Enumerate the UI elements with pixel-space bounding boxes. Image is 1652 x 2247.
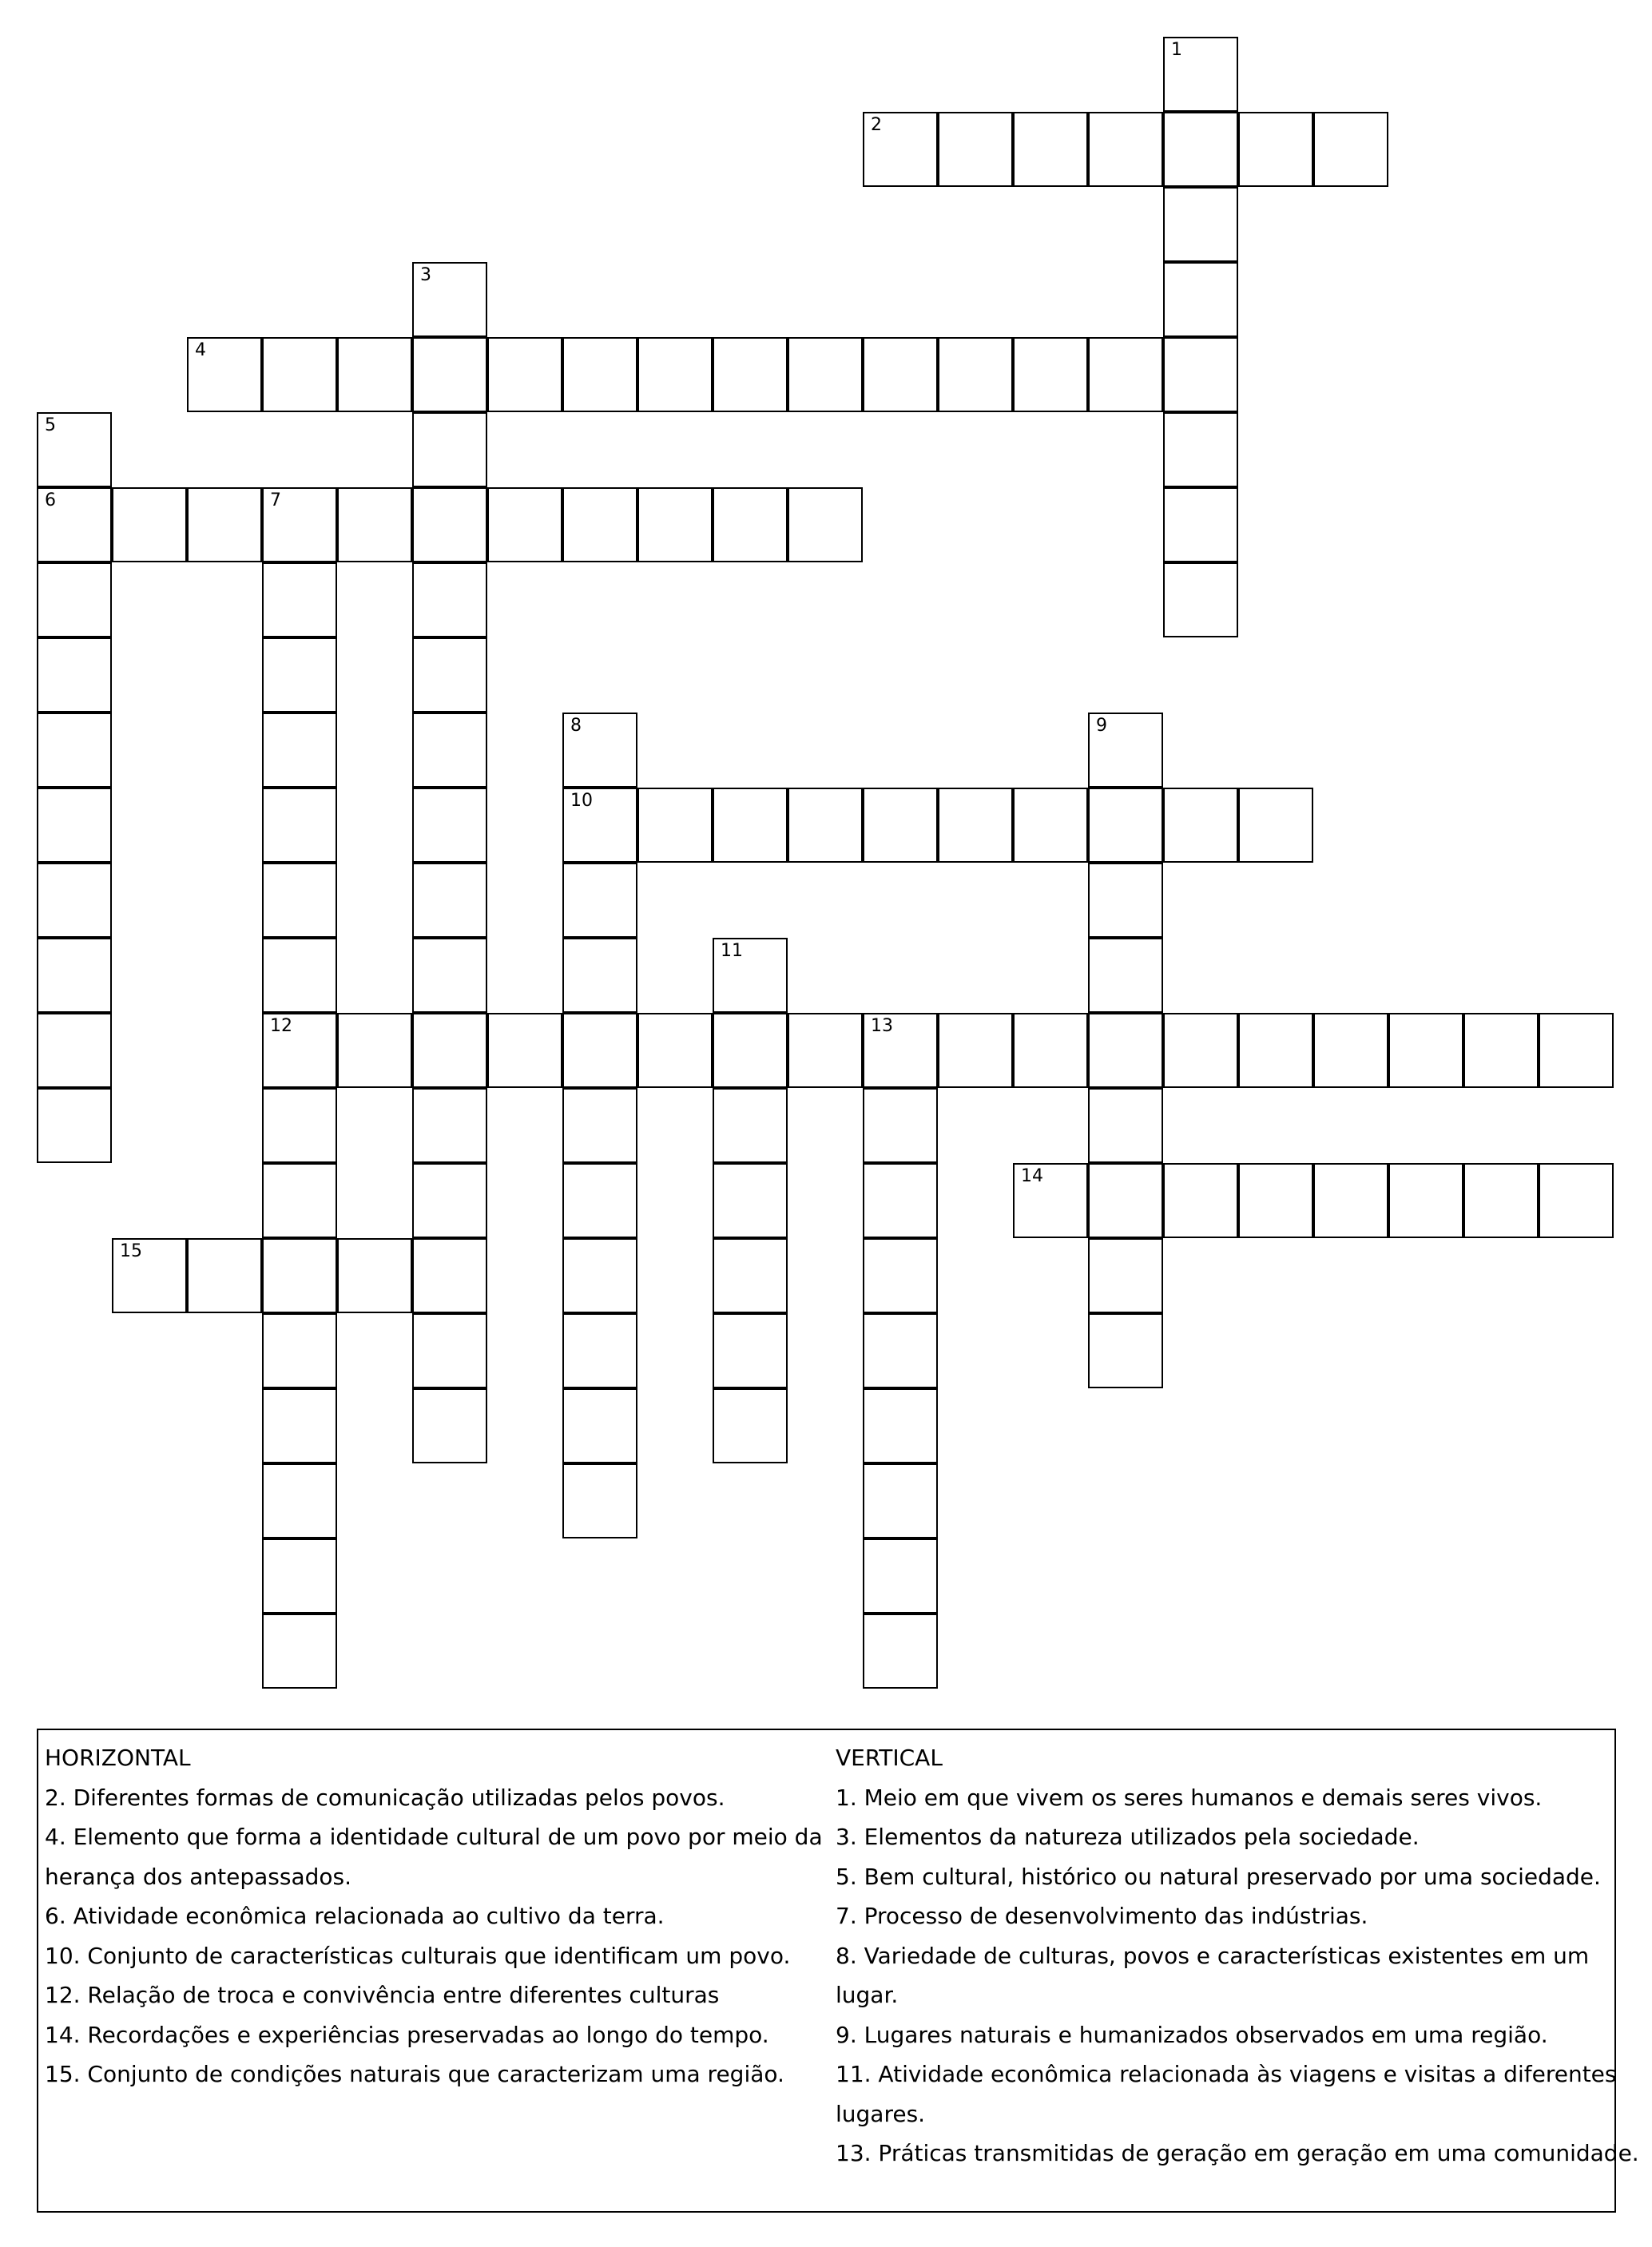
grid-cell[interactable] bbox=[938, 112, 1013, 187]
grid-cell[interactable] bbox=[412, 788, 487, 863]
grid-cell[interactable] bbox=[412, 337, 487, 412]
grid-cell[interactable] bbox=[562, 713, 637, 788]
grid-cell[interactable] bbox=[1013, 1163, 1088, 1238]
grid-cell[interactable] bbox=[713, 1088, 788, 1163]
grid-cell[interactable] bbox=[1163, 1163, 1238, 1238]
grid-cell[interactable] bbox=[713, 938, 788, 1013]
grid-cell[interactable] bbox=[412, 1163, 487, 1238]
grid-cell[interactable] bbox=[412, 412, 487, 487]
grid-cell[interactable] bbox=[938, 337, 1013, 412]
grid-cell[interactable] bbox=[262, 1463, 337, 1538]
grid-cell[interactable] bbox=[562, 337, 637, 412]
grid-cell[interactable] bbox=[412, 713, 487, 788]
grid-cell[interactable] bbox=[863, 788, 938, 863]
grid-cell[interactable] bbox=[637, 1013, 713, 1088]
vertical-clues bbox=[836, 1738, 1639, 2174]
grid-cell[interactable] bbox=[713, 788, 788, 863]
grid-cell[interactable] bbox=[1163, 1013, 1238, 1088]
grid-cell[interactable] bbox=[713, 337, 788, 412]
grid-cell[interactable] bbox=[262, 1163, 337, 1238]
grid-cell[interactable] bbox=[1163, 562, 1238, 637]
grid-cell[interactable] bbox=[863, 1538, 938, 1614]
grid-cell[interactable] bbox=[262, 1313, 337, 1388]
grid-cell[interactable] bbox=[1313, 1013, 1388, 1088]
grid-cell[interactable] bbox=[1388, 1163, 1463, 1238]
clue-line: 13. Práticas transmitidas de geração em geração em uma comunidade. bbox=[836, 2140, 1639, 2166]
grid-cell[interactable] bbox=[37, 713, 112, 788]
grid-cell[interactable] bbox=[562, 487, 637, 562]
clue-line: 2. Diferentes formas de comunicação utilizadas pelos povos. bbox=[45, 1784, 725, 1811]
grid-cell[interactable] bbox=[1088, 1088, 1163, 1163]
grid-cell[interactable] bbox=[1163, 262, 1238, 337]
grid-cell[interactable] bbox=[1088, 938, 1163, 1013]
grid-cell[interactable] bbox=[562, 1013, 637, 1088]
grid-cell[interactable] bbox=[1088, 788, 1163, 863]
grid-cell[interactable] bbox=[562, 1463, 637, 1538]
grid-cell[interactable] bbox=[1163, 412, 1238, 487]
grid-cell[interactable] bbox=[1088, 1013, 1163, 1088]
grid-cell[interactable] bbox=[562, 1238, 637, 1313]
clue-line: lugar. bbox=[836, 1982, 899, 2008]
grid-cell[interactable] bbox=[562, 1088, 637, 1163]
grid-cell[interactable] bbox=[262, 713, 337, 788]
grid-cell[interactable] bbox=[1163, 112, 1238, 187]
grid-cell[interactable] bbox=[412, 938, 487, 1013]
grid-cell[interactable] bbox=[262, 788, 337, 863]
grid-cell[interactable] bbox=[1088, 713, 1163, 788]
clue-line: herança dos antepassados. bbox=[45, 1863, 352, 1890]
clue-line: 12. Relação de troca e convivência entre diferentes culturas bbox=[45, 1982, 720, 2008]
grid-cell[interactable] bbox=[187, 487, 262, 562]
grid-cell[interactable] bbox=[1088, 1313, 1163, 1388]
grid-cell[interactable] bbox=[788, 337, 863, 412]
grid-cell[interactable] bbox=[637, 788, 713, 863]
clues-box bbox=[37, 1729, 1639, 2213]
clue-line: 7. Processo de desenvolvimento das indústrias. bbox=[836, 1903, 1368, 1929]
grid-cell[interactable] bbox=[487, 487, 562, 562]
grid-cell[interactable] bbox=[262, 487, 337, 562]
grid-cell[interactable] bbox=[37, 412, 112, 487]
clue-line: 9. Lugares naturais e humanizados observados em uma região. bbox=[836, 2021, 1548, 2048]
clue-line: 11. Atividade econômica relacionada às viagens e visitas a diferentes bbox=[836, 2061, 1617, 2087]
grid-cell[interactable] bbox=[412, 1313, 487, 1388]
grid-cell[interactable] bbox=[863, 1163, 938, 1238]
grid-cell[interactable] bbox=[1313, 1163, 1388, 1238]
grid-cell[interactable] bbox=[863, 1088, 938, 1163]
clue-number: 3 bbox=[420, 265, 431, 285]
grid-cell[interactable] bbox=[1163, 788, 1238, 863]
clue-number: 15 bbox=[120, 1241, 142, 1261]
grid-cell[interactable] bbox=[1013, 112, 1088, 187]
clue-number: 10 bbox=[570, 791, 593, 811]
grid-cell[interactable] bbox=[187, 1238, 262, 1313]
grid-cell[interactable] bbox=[412, 1013, 487, 1088]
grid-cell[interactable] bbox=[1313, 112, 1388, 187]
clue-line: 14. Recordações e experiências preservadas ao longo do tempo. bbox=[45, 2021, 769, 2048]
grid-cell[interactable] bbox=[1088, 337, 1163, 412]
grid-cell[interactable] bbox=[262, 1388, 337, 1463]
clue-number: 2 bbox=[871, 115, 882, 135]
grid-cell[interactable] bbox=[337, 1013, 412, 1088]
grid-cell[interactable] bbox=[262, 938, 337, 1013]
grid-cell[interactable] bbox=[637, 487, 713, 562]
grid-cell[interactable] bbox=[112, 487, 187, 562]
grid-cell[interactable] bbox=[1088, 1238, 1163, 1313]
grid-cell[interactable] bbox=[262, 1614, 337, 1689]
clue-line: lugares. bbox=[836, 2100, 926, 2127]
clue-line: 5. Bem cultural, histórico ou natural preservado por uma sociedade. bbox=[836, 1863, 1601, 1890]
grid-cell[interactable] bbox=[863, 337, 938, 412]
grid-cell[interactable] bbox=[562, 1163, 637, 1238]
grid-cell[interactable] bbox=[262, 1013, 337, 1088]
grid-cell[interactable] bbox=[262, 637, 337, 713]
grid-cell[interactable] bbox=[412, 863, 487, 938]
grid-cell[interactable] bbox=[262, 337, 337, 412]
grid-cell[interactable] bbox=[863, 1238, 938, 1313]
grid-cell[interactable] bbox=[1463, 1013, 1539, 1088]
horizontal-title: HORIZONTAL bbox=[45, 1745, 191, 1771]
clue-number: 9 bbox=[1096, 716, 1107, 736]
grid-cell[interactable] bbox=[487, 337, 562, 412]
grid-cell[interactable] bbox=[37, 637, 112, 713]
grid-cell[interactable] bbox=[1163, 337, 1238, 412]
grid-cell[interactable] bbox=[713, 1313, 788, 1388]
grid-cell[interactable] bbox=[37, 788, 112, 863]
grid-cell[interactable] bbox=[1238, 788, 1313, 863]
grid-cell[interactable] bbox=[1088, 1163, 1163, 1238]
clue-number: 1 bbox=[1171, 40, 1182, 60]
grid-cell[interactable] bbox=[37, 863, 112, 938]
grid-cell[interactable] bbox=[1539, 1013, 1614, 1088]
grid-cell[interactable] bbox=[1539, 1163, 1614, 1238]
grid-cell[interactable] bbox=[37, 562, 112, 637]
grid-cell[interactable] bbox=[1163, 487, 1238, 562]
grid-cell[interactable] bbox=[562, 938, 637, 1013]
grid-cell[interactable] bbox=[1463, 1163, 1539, 1238]
clue-number: 12 bbox=[270, 1016, 292, 1036]
grid-cell[interactable] bbox=[37, 1088, 112, 1163]
grid-cell[interactable] bbox=[713, 1388, 788, 1463]
clue-line: 3. Elementos da natureza utilizados pela sociedade. bbox=[836, 1824, 1420, 1850]
grid-cell[interactable] bbox=[487, 1013, 562, 1088]
grid-cell[interactable] bbox=[863, 1614, 938, 1689]
grid-cell[interactable] bbox=[1013, 788, 1088, 863]
clue-number: 8 bbox=[570, 716, 582, 736]
grid-cell[interactable] bbox=[412, 1388, 487, 1463]
grid-cell[interactable] bbox=[938, 788, 1013, 863]
grid-cell[interactable] bbox=[713, 1013, 788, 1088]
vertical-title: VERTICAL bbox=[836, 1745, 943, 1771]
grid-cell[interactable] bbox=[863, 1388, 938, 1463]
grid-cell[interactable] bbox=[713, 487, 788, 562]
grid-cell[interactable] bbox=[1013, 337, 1088, 412]
grid-cell[interactable] bbox=[1088, 863, 1163, 938]
grid-cell[interactable] bbox=[713, 1238, 788, 1313]
grid-cell[interactable] bbox=[788, 487, 863, 562]
grid-cell[interactable] bbox=[262, 1088, 337, 1163]
grid-cell[interactable] bbox=[863, 1463, 938, 1538]
grid-cell[interactable] bbox=[1388, 1013, 1463, 1088]
grid-cell[interactable] bbox=[637, 337, 713, 412]
grid-cell[interactable] bbox=[37, 1013, 112, 1088]
grid-cell[interactable] bbox=[863, 1013, 938, 1088]
grid-cell[interactable] bbox=[262, 562, 337, 637]
grid-cell[interactable] bbox=[412, 637, 487, 713]
clue-number: 5 bbox=[45, 415, 56, 435]
grid-cell[interactable] bbox=[562, 1313, 637, 1388]
clue-line: 8. Variedade de culturas, povos e características existentes em um bbox=[836, 1942, 1590, 1969]
grid-cell[interactable] bbox=[187, 337, 262, 412]
clue-line: 6. Atividade econômica relacionada ao cultivo da terra. bbox=[45, 1903, 665, 1929]
clue-line: 10. Conjunto de características culturais que identificam um povo. bbox=[45, 1942, 791, 1969]
grid-cell[interactable] bbox=[788, 1013, 863, 1088]
horizontal-clues bbox=[45, 1738, 823, 2094]
grid-cell[interactable] bbox=[1163, 187, 1238, 262]
grid-cell[interactable] bbox=[562, 788, 637, 863]
grid-cell[interactable] bbox=[1238, 112, 1313, 187]
grid-cell[interactable] bbox=[1088, 112, 1163, 187]
grid-cell[interactable] bbox=[262, 1538, 337, 1614]
grid-cell[interactable] bbox=[788, 788, 863, 863]
clue-number: 13 bbox=[871, 1016, 893, 1036]
grid-cell[interactable] bbox=[337, 487, 412, 562]
grid-cell[interactable] bbox=[1238, 1163, 1313, 1238]
clue-number: 4 bbox=[195, 340, 206, 360]
grid-cell[interactable] bbox=[337, 337, 412, 412]
clue-line: 1. Meio em que vivem os seres humanos e demais seres vivos. bbox=[836, 1784, 1543, 1811]
grid-cell[interactable] bbox=[863, 1313, 938, 1388]
grid-cell[interactable] bbox=[412, 487, 487, 562]
grid-cell[interactable] bbox=[412, 1238, 487, 1313]
clue-number: 11 bbox=[721, 941, 743, 961]
grid-cell[interactable] bbox=[713, 1163, 788, 1238]
grid-cell[interactable] bbox=[37, 487, 112, 562]
grid-cell[interactable] bbox=[412, 1088, 487, 1163]
grid-cell[interactable] bbox=[37, 938, 112, 1013]
grid-cell[interactable] bbox=[562, 863, 637, 938]
clue-line: 4. Elemento que forma a identidade cultural de um povo por meio da bbox=[45, 1824, 823, 1850]
clue-number: 7 bbox=[270, 490, 281, 510]
grid-cell[interactable] bbox=[1013, 1013, 1088, 1088]
clue-number: 14 bbox=[1021, 1166, 1043, 1186]
grid-cell[interactable] bbox=[1163, 37, 1238, 112]
grid-cell[interactable] bbox=[863, 112, 938, 187]
grid-cell[interactable] bbox=[1238, 1013, 1313, 1088]
grid-cell[interactable] bbox=[562, 1388, 637, 1463]
grid-cell[interactable] bbox=[262, 1238, 337, 1313]
grid-cell[interactable] bbox=[412, 262, 487, 337]
grid-cell[interactable] bbox=[262, 863, 337, 938]
clue-number: 6 bbox=[45, 490, 56, 510]
grid-cell[interactable] bbox=[412, 562, 487, 637]
clue-line: 15. Conjunto de condições naturais que caracterizam uma região. bbox=[45, 2061, 784, 2087]
grid-cell[interactable] bbox=[938, 1013, 1013, 1088]
grid-cell[interactable] bbox=[337, 1238, 412, 1313]
grid-cell[interactable] bbox=[112, 1238, 187, 1313]
